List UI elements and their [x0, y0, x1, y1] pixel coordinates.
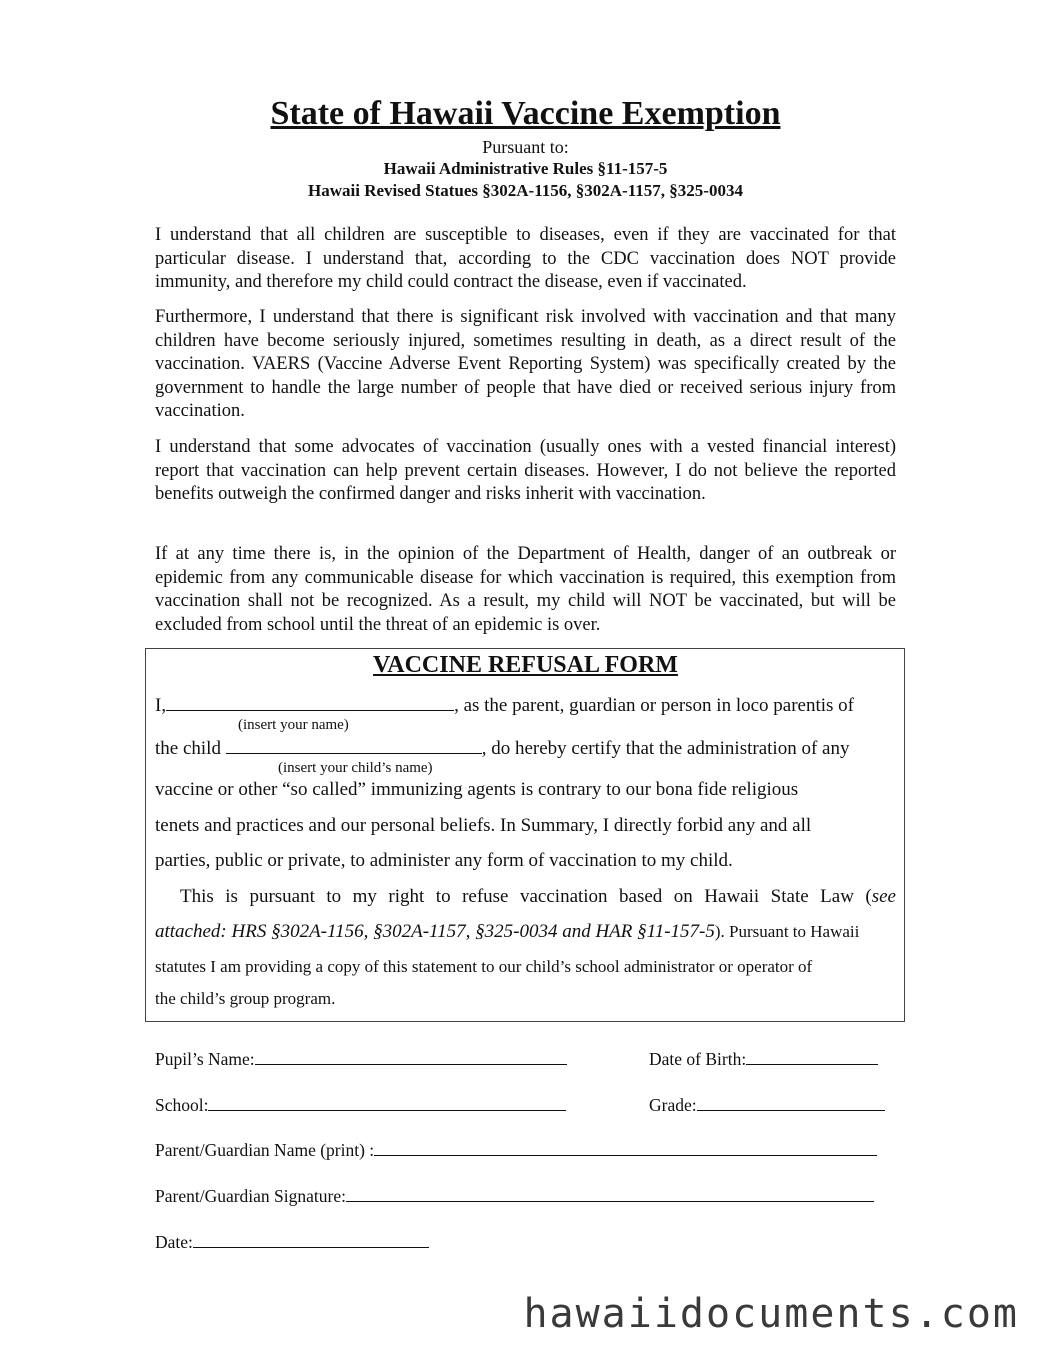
- grade-input[interactable]: [697, 1094, 885, 1111]
- school-label: School:: [155, 1095, 209, 1115]
- form-line-8: statutes I am providing a copy of this statement to our child’s school administrator or operator of: [155, 957, 813, 976]
- pupil-name-field: [155, 1048, 567, 1070]
- rule-reference-1: Hawaii Administrative Rules §11-157-5: [383, 159, 668, 178]
- paragraph-outbreak: If at any time there is, in the opinion of the Department of Health, danger of an outbreak or epidemic from any communicable disease for which vaccination is required, this exemption from vaccination shall not be recognized. As a result, my child will NOT be vaccinated, but will be excluded from school until the threat of an epidemic is over.: [155, 544, 896, 635]
- watermark: hawaiidocuments.com: [523, 1291, 1019, 1337]
- form-line-9: the child’s group program.: [155, 989, 336, 1008]
- date-label: Date:: [155, 1232, 193, 1252]
- paragraph-susceptibility: I understand that all children are susceptible to diseases, even if they are vaccinated for that particular disease. I understand that, according to the CDC vaccination does NOT provide immunity, and therefore my child could contract the disease, even if vaccinated.: [155, 225, 896, 292]
- form-line-parent-prefix: I,: [155, 695, 167, 716]
- hint-your-name: (insert your name): [238, 717, 349, 733]
- parent-name-field: [155, 1139, 877, 1161]
- grade-label: Grade:: [649, 1095, 697, 1115]
- form-line-parent: [155, 692, 896, 718]
- pupil-name-label: Pupil’s Name:: [155, 1049, 255, 1069]
- paragraph-risk: Furthermore, I understand that there is significant risk involved with vaccination and that many children have become seriously injured, sometimes resulting in death, as a direct result of the vaccination. VAERS (Vaccine Adverse Event Reporting System) was specifically created by the government to handle the large number of people that have died or received serious injury from vaccination.: [155, 307, 896, 421]
- pursuant-label: Pursuant to:: [482, 137, 569, 157]
- dob-label: Date of Birth:: [649, 1049, 747, 1069]
- parent-signature-input[interactable]: [346, 1185, 874, 1202]
- rule-reference-2: Hawaii Revised Statues §302A-1156, §302A-1157, §325-0034: [308, 181, 743, 200]
- child-name-blank[interactable]: [226, 735, 482, 754]
- date-field: [155, 1231, 429, 1253]
- dob-input[interactable]: [746, 1048, 878, 1065]
- form-line-7-italic: attached: HRS §302A-1156, §302A-1157, §325-0034 and HAR §11-157-5: [155, 921, 715, 942]
- form-line-3: vaccine or other “so called” immunizing agents is contrary to our bona fide religious: [155, 779, 799, 800]
- document-title: State of Hawaii Vaccine Exemption: [270, 95, 781, 132]
- paragraph-benefits: I understand that some advocates of vaccination (usually ones with a vested financial interest) report that vaccination can help prevent certain diseases. However, I do not believe the reported benefits outweigh the confirmed danger and risks inherit with vaccination.: [155, 437, 896, 504]
- school-field: [155, 1094, 566, 1116]
- form-line-6-text: This is pursuant to my right to refuse vaccination based on Hawaii State Law (: [180, 886, 872, 907]
- school-input[interactable]: [208, 1094, 566, 1111]
- form-line-child: [155, 735, 896, 761]
- form-line-child-suffix: , do hereby certify that the administration of any: [481, 738, 850, 759]
- dob-field: [649, 1048, 878, 1070]
- form-line-5: parties, public or private, to administer any form of vaccination to my child.: [155, 850, 733, 871]
- parent-signature-label: Parent/Guardian Signature:: [155, 1186, 346, 1206]
- form-line-7-suffix: ). Pursuant to Hawaii: [714, 922, 860, 941]
- form-line-4: tenets and practices and our personal beliefs. In Summary, I directly forbid any and all: [155, 815, 812, 836]
- parent-name-blank[interactable]: [166, 692, 454, 711]
- parent-name-input[interactable]: [374, 1139, 877, 1156]
- hint-child-name: (insert your child’s name): [278, 760, 433, 776]
- refusal-form-title: VACCINE REFUSAL FORM: [373, 652, 678, 678]
- pupil-name-input[interactable]: [255, 1048, 567, 1065]
- date-input[interactable]: [193, 1231, 429, 1248]
- form-line-6: [180, 885, 896, 909]
- form-line-6-italic: see: [871, 886, 896, 907]
- form-line-parent-suffix: , as the parent, guardian or person in loco parentis of: [454, 695, 855, 716]
- grade-field: [649, 1094, 885, 1116]
- parent-name-label: Parent/Guardian Name (print) :: [155, 1140, 375, 1160]
- form-line-child-prefix: the child: [155, 738, 221, 759]
- form-line-7: [155, 920, 896, 944]
- parent-signature-field: [155, 1185, 874, 1207]
